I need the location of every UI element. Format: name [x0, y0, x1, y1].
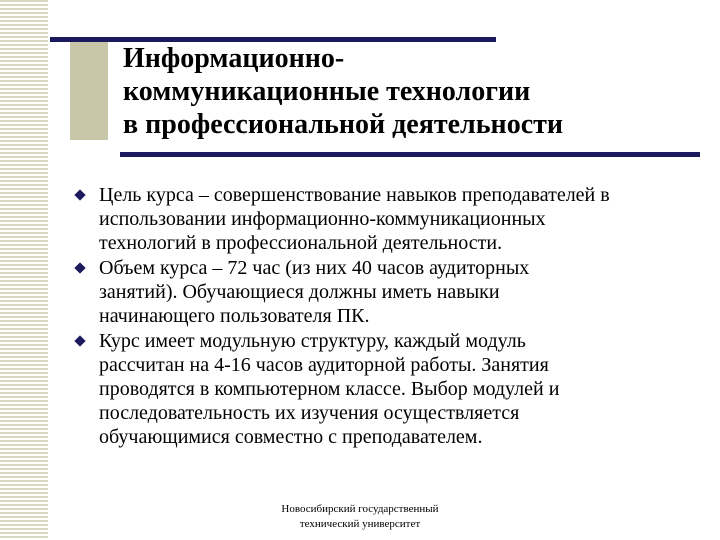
footer-line: Новосибирский государственный — [281, 503, 439, 515]
bullet-course-structure — [72, 329, 717, 449]
bullet-line: начинающего пользователя ПК. — [99, 305, 370, 327]
bullet-list — [72, 183, 717, 450]
bullet-line: обучающимися совместно с преподавателем. — [99, 426, 483, 448]
bullet-course-volume — [72, 256, 717, 328]
bullet-line: Объем курса – 72 час (из них 40 часов аудиторных — [99, 257, 530, 279]
bullet-line: проводятся в компьютерном классе. Выбор модулей и — [99, 378, 560, 400]
title-accent-block — [70, 40, 108, 140]
bullet-line: Цель курса – совершенствование навыков преподавателей в — [99, 184, 610, 206]
bullet-line: занятий). Обучающиеся должны иметь навыки — [99, 281, 500, 303]
title-line: коммуникационные технологии — [123, 76, 531, 107]
bullet-course-goal — [72, 183, 717, 255]
footer-university — [180, 502, 540, 532]
slide-title — [123, 42, 713, 141]
bullet-line: последовательность их изучения осуществляется — [99, 402, 520, 424]
footer-line: технический университет — [299, 518, 421, 530]
diamond-bullet-icon — [74, 335, 85, 346]
title-line: Информационно- — [123, 43, 345, 74]
diamond-bullet-icon — [74, 262, 85, 273]
title-bottom-rule — [120, 152, 700, 157]
bullet-line: рассчитан на 4-16 часов аудиторной работы. Занятия — [99, 354, 549, 376]
decorative-stripe-panel — [0, 0, 48, 540]
title-line: в профессиональной деятельности — [123, 109, 564, 140]
bullet-line: Курс имеет модульную структуру, каждый модуль — [99, 330, 526, 352]
diamond-bullet-icon — [74, 189, 85, 200]
bullet-line: технологий в профессиональной деятельности. — [99, 232, 503, 254]
bullet-line: использовании информационно-коммуникационных — [99, 208, 546, 230]
